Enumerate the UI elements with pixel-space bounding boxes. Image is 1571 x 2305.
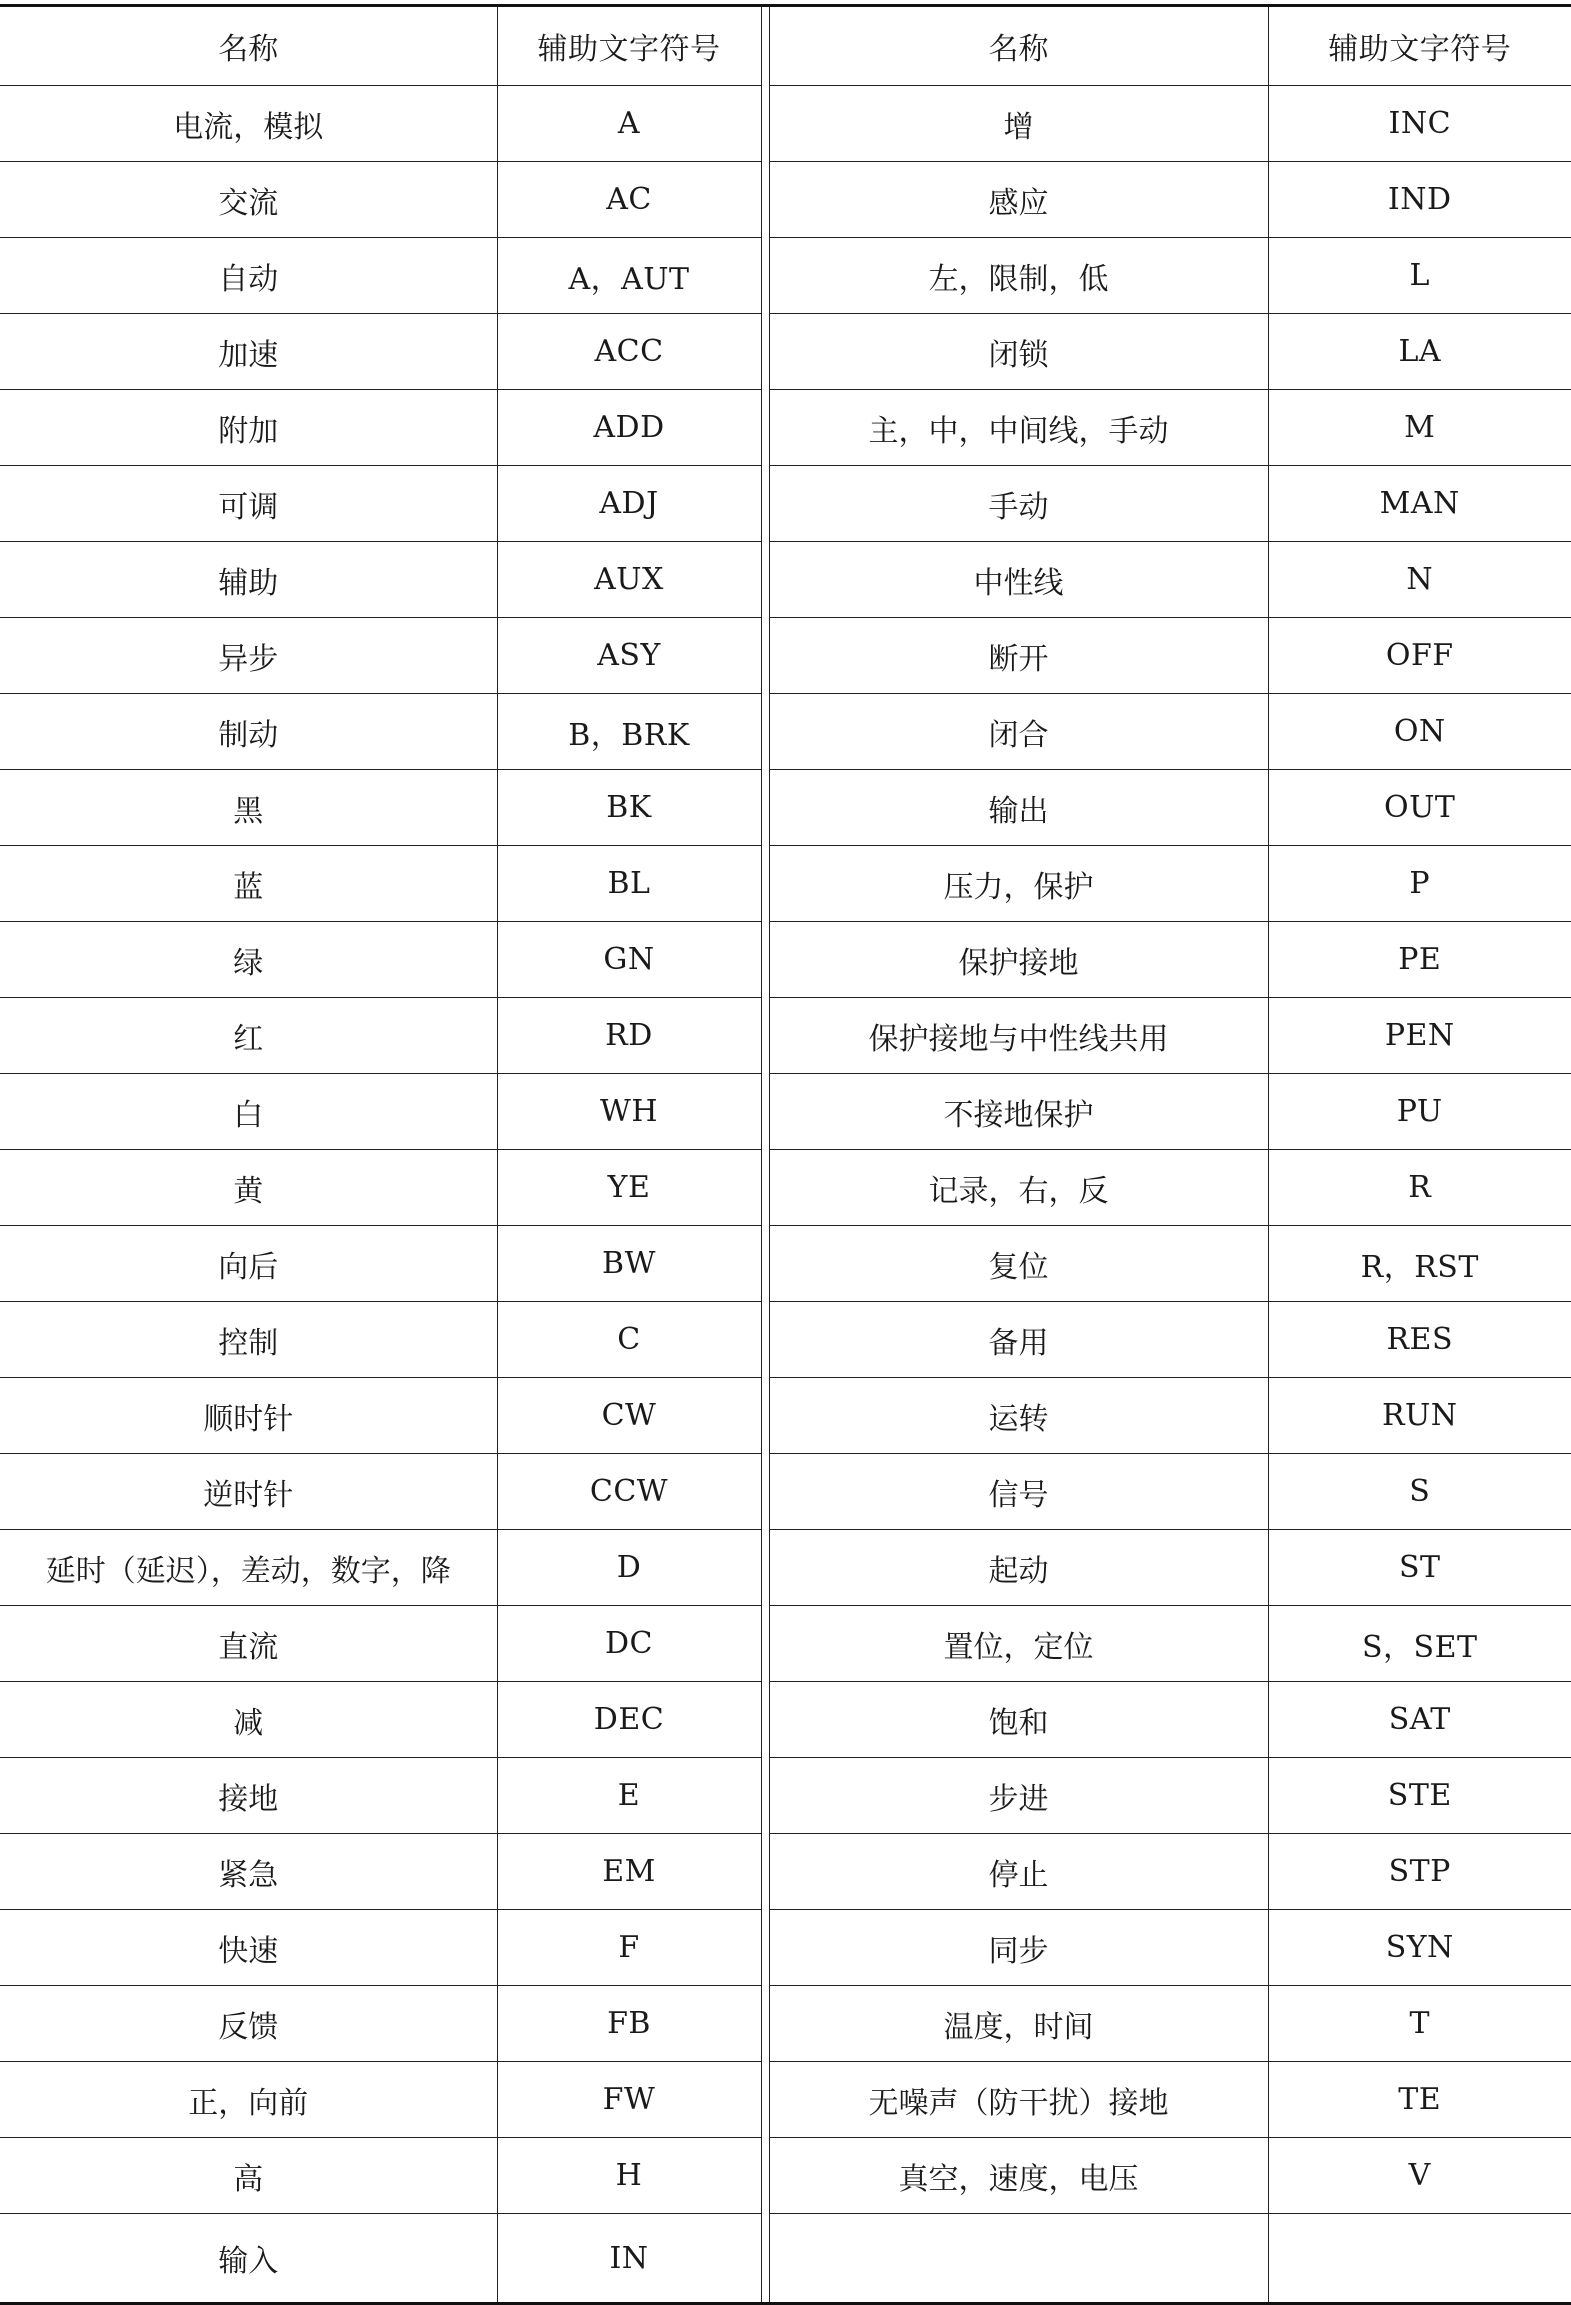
- cell-symbol-left: WH: [497, 1074, 761, 1150]
- cell-symbol-right: T: [1268, 1986, 1571, 2062]
- cell-name-left: 减: [0, 1682, 497, 1758]
- cell-symbol-left: C: [497, 1302, 761, 1378]
- cell-symbol-left: DEC: [497, 1682, 761, 1758]
- cell-symbol-left: BK: [497, 770, 761, 846]
- table-row: [0, 1758, 1571, 1834]
- cell-name-left: 辅助: [0, 542, 497, 618]
- column-gap: [761, 618, 769, 694]
- header-name-right: 名称: [769, 6, 1268, 86]
- cell-name-left: 高: [0, 2138, 497, 2214]
- cell-name-right: 备用: [769, 1302, 1268, 1378]
- cell-name-left: 逆时针: [0, 1454, 497, 1530]
- auxiliary-symbol-table-wrapper: [0, 4, 1571, 2305]
- cell-symbol-right: R: [1268, 1150, 1571, 1226]
- cell-name-right: 同步: [769, 1910, 1268, 1986]
- cell-symbol-right: S，SET: [1268, 1606, 1571, 1682]
- column-gap: [761, 922, 769, 998]
- cell-symbol-right: PEN: [1268, 998, 1571, 1074]
- cell-symbol-right: RES: [1268, 1302, 1571, 1378]
- column-gap: [761, 2062, 769, 2138]
- cell-symbol-right: LA: [1268, 314, 1571, 390]
- cell-name-left: 交流: [0, 162, 497, 238]
- cell-name-left: 绿: [0, 922, 497, 998]
- cell-name-right: 闭合: [769, 694, 1268, 770]
- cell-symbol-right: INC: [1268, 86, 1571, 162]
- table-row: [0, 2138, 1571, 2214]
- cell-symbol-left: BW: [497, 1226, 761, 1302]
- cell-symbol-left: YE: [497, 1150, 761, 1226]
- cell-symbol-right: STE: [1268, 1758, 1571, 1834]
- table-row: [0, 1150, 1571, 1226]
- header-symbol-right: 辅助文字符号: [1268, 6, 1571, 86]
- cell-symbol-right: N: [1268, 542, 1571, 618]
- cell-symbol-left: EM: [497, 1834, 761, 1910]
- cell-name-left: 自动: [0, 238, 497, 314]
- cell-name-right: 压力，保护: [769, 846, 1268, 922]
- cell-name-right: 保护接地与中性线共用: [769, 998, 1268, 1074]
- cell-symbol-left: RD: [497, 998, 761, 1074]
- column-gap: [761, 770, 769, 846]
- cell-symbol-left: AUX: [497, 542, 761, 618]
- table-header-row: [0, 6, 1571, 86]
- cell-name-right: [769, 2214, 1268, 2304]
- table-row: [0, 390, 1571, 466]
- cell-symbol-right: R，RST: [1268, 1226, 1571, 1302]
- table-row: [0, 1226, 1571, 1302]
- cell-name-left: 电流，模拟: [0, 86, 497, 162]
- cell-name-right: 断开: [769, 618, 1268, 694]
- cell-symbol-right: SYN: [1268, 1910, 1571, 1986]
- table-row: [0, 86, 1571, 162]
- column-gap: [761, 542, 769, 618]
- column-gap: [761, 694, 769, 770]
- table-row: [0, 162, 1571, 238]
- table-row: [0, 1834, 1571, 1910]
- cell-symbol-right: SAT: [1268, 1682, 1571, 1758]
- cell-name-left: 直流: [0, 1606, 497, 1682]
- cell-symbol-right: ST: [1268, 1530, 1571, 1606]
- cell-symbol-left: AC: [497, 162, 761, 238]
- cell-name-left: 反馈: [0, 1986, 497, 2062]
- column-gap: [761, 1302, 769, 1378]
- table-row: [0, 2062, 1571, 2138]
- table-body: [0, 86, 1571, 2304]
- cell-symbol-right: S: [1268, 1454, 1571, 1530]
- table-row: [0, 314, 1571, 390]
- column-gap: [761, 1682, 769, 1758]
- cell-symbol-left: FW: [497, 2062, 761, 2138]
- cell-name-right: 左，限制，低: [769, 238, 1268, 314]
- cell-name-right: 中性线: [769, 542, 1268, 618]
- cell-name-right: 置位，定位: [769, 1606, 1268, 1682]
- cell-symbol-left: H: [497, 2138, 761, 2214]
- table-row: [0, 1074, 1571, 1150]
- cell-name-left: 加速: [0, 314, 497, 390]
- cell-symbol-left: ADD: [497, 390, 761, 466]
- auxiliary-symbol-table: [0, 4, 1571, 2305]
- cell-name-right: 温度，时间: [769, 1986, 1268, 2062]
- cell-symbol-right: OFF: [1268, 618, 1571, 694]
- column-gap: [761, 314, 769, 390]
- cell-name-right: 主，中，中间线，手动: [769, 390, 1268, 466]
- cell-name-left: 顺时针: [0, 1378, 497, 1454]
- column-gap: [761, 238, 769, 314]
- column-gap: [761, 1378, 769, 1454]
- table-row: [0, 846, 1571, 922]
- cell-symbol-left: ASY: [497, 618, 761, 694]
- cell-symbol-right: STP: [1268, 1834, 1571, 1910]
- column-gap: [761, 1226, 769, 1302]
- column-gap: [761, 2214, 769, 2304]
- cell-symbol-right: L: [1268, 238, 1571, 314]
- cell-name-right: 运转: [769, 1378, 1268, 1454]
- table-row: [0, 238, 1571, 314]
- cell-symbol-left: DC: [497, 1606, 761, 1682]
- header-symbol-left: 辅助文字符号: [497, 6, 761, 86]
- column-gap: [761, 998, 769, 1074]
- column-gap: [761, 86, 769, 162]
- cell-symbol-right: V: [1268, 2138, 1571, 2214]
- cell-name-left: 快速: [0, 1910, 497, 1986]
- cell-name-right: 保护接地: [769, 922, 1268, 998]
- table-row: [0, 1910, 1571, 1986]
- column-gap: [761, 390, 769, 466]
- cell-symbol-left: FB: [497, 1986, 761, 2062]
- cell-symbol-left: BL: [497, 846, 761, 922]
- cell-name-right: 手动: [769, 466, 1268, 542]
- cell-name-left: 控制: [0, 1302, 497, 1378]
- cell-symbol-left: GN: [497, 922, 761, 998]
- cell-name-left: 延时（延迟），差动，数字，降: [0, 1530, 497, 1606]
- column-gap: [761, 1150, 769, 1226]
- cell-symbol-left: B，BRK: [497, 694, 761, 770]
- cell-name-left: 附加: [0, 390, 497, 466]
- cell-name-right: 感应: [769, 162, 1268, 238]
- table-row: [0, 922, 1571, 998]
- cell-name-left: 异步: [0, 618, 497, 694]
- cell-name-left: 红: [0, 998, 497, 1074]
- table-row: [0, 998, 1571, 1074]
- cell-name-right: 饱和: [769, 1682, 1268, 1758]
- cell-symbol-left: A: [497, 86, 761, 162]
- cell-name-right: 步进: [769, 1758, 1268, 1834]
- cell-name-left: 紧急: [0, 1834, 497, 1910]
- table-row: [0, 1606, 1571, 1682]
- cell-symbol-right: MAN: [1268, 466, 1571, 542]
- cell-symbol-left: CCW: [497, 1454, 761, 1530]
- cell-name-left: 制动: [0, 694, 497, 770]
- cell-name-left: 黄: [0, 1150, 497, 1226]
- column-gap: [761, 1606, 769, 1682]
- table-row: [0, 466, 1571, 542]
- cell-name-right: 起动: [769, 1530, 1268, 1606]
- cell-symbol-left: IN: [497, 2214, 761, 2304]
- column-gap: [761, 1758, 769, 1834]
- cell-symbol-left: A，AUT: [497, 238, 761, 314]
- cell-name-right: 闭锁: [769, 314, 1268, 390]
- cell-symbol-right: OUT: [1268, 770, 1571, 846]
- cell-name-left: 接地: [0, 1758, 497, 1834]
- cell-symbol-right: M: [1268, 390, 1571, 466]
- column-gap: [761, 1530, 769, 1606]
- cell-name-right: 真空，速度，电压: [769, 2138, 1268, 2214]
- table-row: [0, 694, 1571, 770]
- cell-symbol-right: ON: [1268, 694, 1571, 770]
- table-row: [0, 1682, 1571, 1758]
- cell-symbol-right: TE: [1268, 2062, 1571, 2138]
- cell-symbol-left: F: [497, 1910, 761, 1986]
- column-gap: [761, 1074, 769, 1150]
- column-gap: [761, 846, 769, 922]
- cell-name-left: 向后: [0, 1226, 497, 1302]
- table-row: [0, 770, 1571, 846]
- cell-name-right: 不接地保护: [769, 1074, 1268, 1150]
- table-row: [0, 1454, 1571, 1530]
- column-gap: [761, 1986, 769, 2062]
- cell-name-right: 输出: [769, 770, 1268, 846]
- cell-name-left: 可调: [0, 466, 497, 542]
- table-row: [0, 1986, 1571, 2062]
- cell-name-right: 复位: [769, 1226, 1268, 1302]
- cell-name-left: 输入: [0, 2214, 497, 2304]
- column-gap: [761, 162, 769, 238]
- column-gap: [761, 6, 769, 86]
- header-name-left: 名称: [0, 6, 497, 86]
- cell-symbol-right: RUN: [1268, 1378, 1571, 1454]
- cell-name-left: 白: [0, 1074, 497, 1150]
- table-row: [0, 542, 1571, 618]
- cell-name-left: 蓝: [0, 846, 497, 922]
- column-gap: [761, 1910, 769, 1986]
- table-row: [0, 1302, 1571, 1378]
- cell-name-right: 记录，右，反: [769, 1150, 1268, 1226]
- column-gap: [761, 1834, 769, 1910]
- table-row: [0, 1530, 1571, 1606]
- cell-symbol-right: IND: [1268, 162, 1571, 238]
- cell-symbol-left: E: [497, 1758, 761, 1834]
- cell-name-right: 无噪声（防干扰）接地: [769, 2062, 1268, 2138]
- cell-name-left: 正，向前: [0, 2062, 497, 2138]
- cell-name-right: 增: [769, 86, 1268, 162]
- cell-symbol-right: PE: [1268, 922, 1571, 998]
- cell-symbol-right: [1268, 2214, 1571, 2304]
- cell-symbol-left: ACC: [497, 314, 761, 390]
- table-row: [0, 618, 1571, 694]
- cell-name-left: 黑: [0, 770, 497, 846]
- cell-name-right: 信号: [769, 1454, 1268, 1530]
- cell-symbol-left: CW: [497, 1378, 761, 1454]
- column-gap: [761, 466, 769, 542]
- cell-symbol-left: D: [497, 1530, 761, 1606]
- cell-symbol-left: ADJ: [497, 466, 761, 542]
- cell-symbol-right: PU: [1268, 1074, 1571, 1150]
- table-row: [0, 1378, 1571, 1454]
- cell-symbol-right: P: [1268, 846, 1571, 922]
- column-gap: [761, 1454, 769, 1530]
- cell-name-right: 停止: [769, 1834, 1268, 1910]
- column-gap: [761, 2138, 769, 2214]
- table-row: [0, 2214, 1571, 2304]
